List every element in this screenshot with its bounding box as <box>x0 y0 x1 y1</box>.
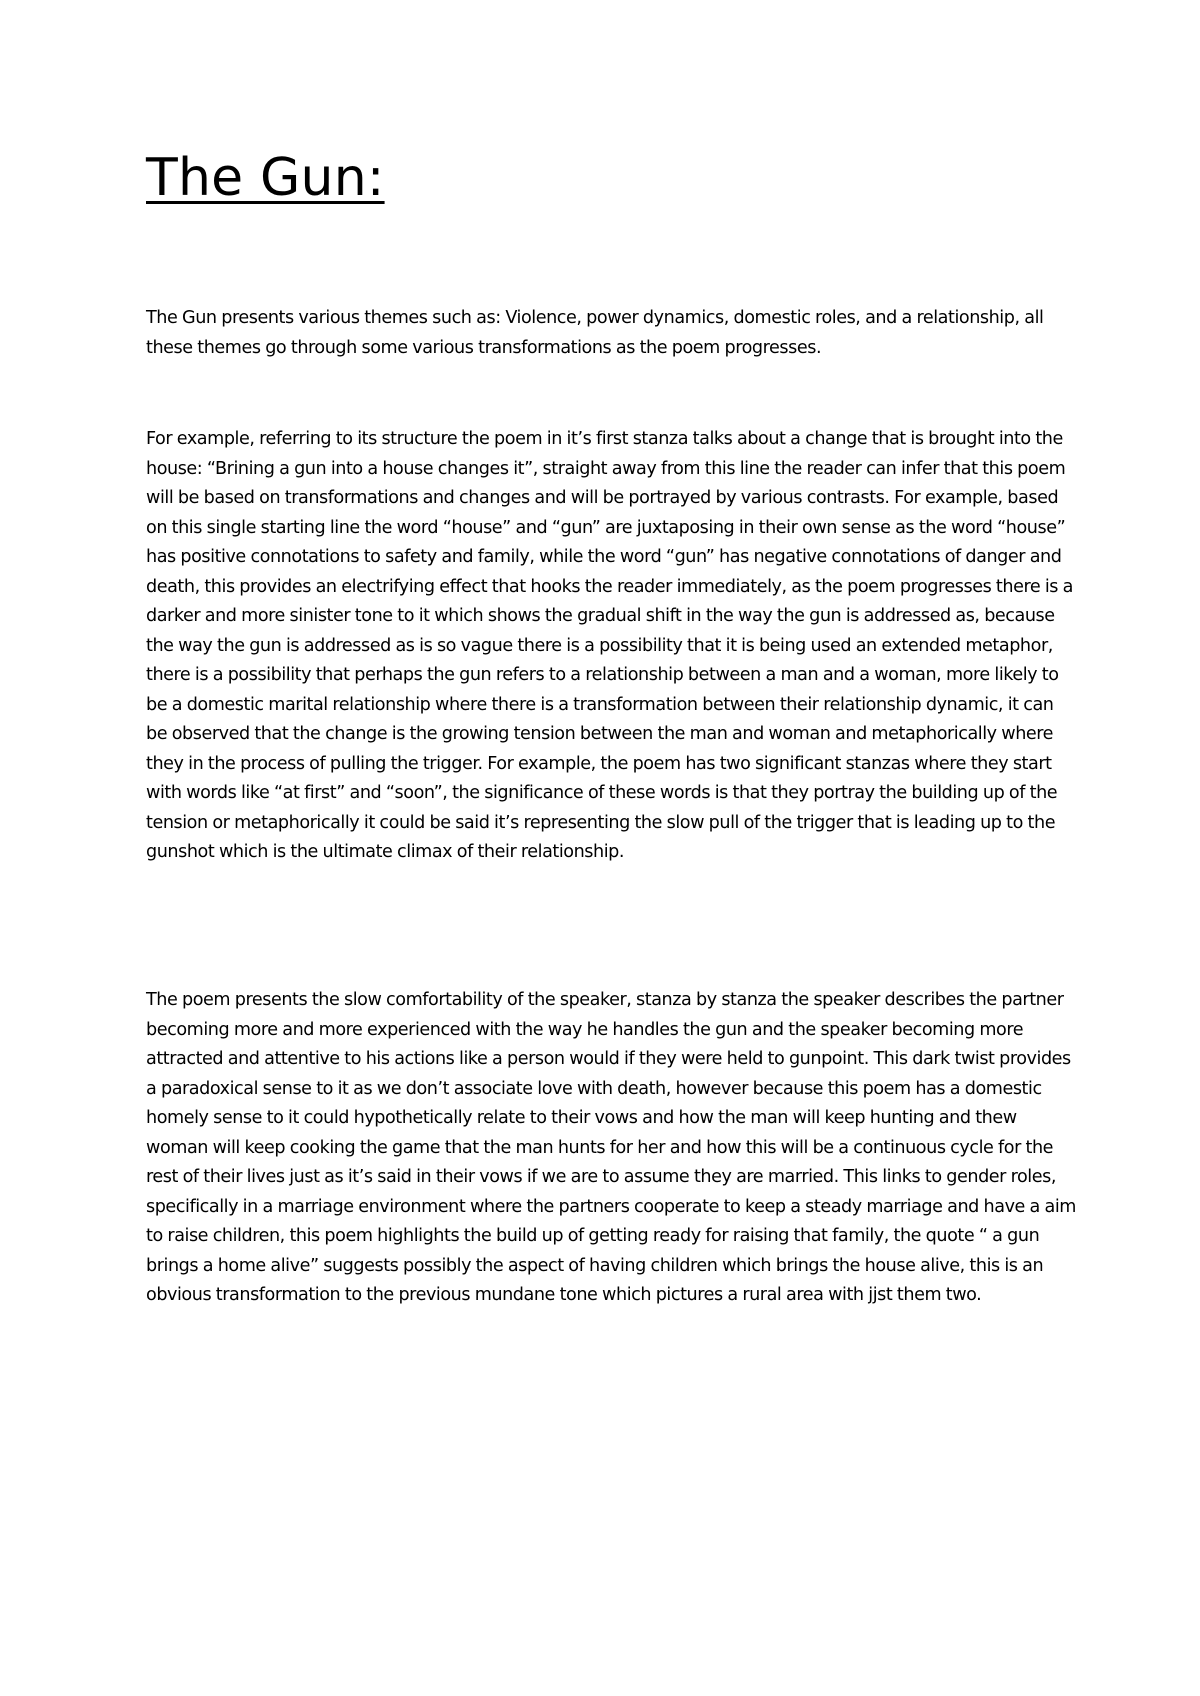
paragraph-speaker-analysis: The poem presents the slow comfortability of the speaker, stanza by stanza the speaker describes the partner becoming more and more experienced with the way he handles the gun and the speaker becoming more attracted and attentive to his actions like a person would if they were held to gunpoint. This dark twist provides a paradoxical sense to it as we don’t associate love with death, however because this poem has a domestic homely sense to it could hypothetically relate to their vows and how the man will keep hunting and thew woman will keep cooking the game that the man hunts for her and how this will be a continuous cycle for the rest of their lives just as it’s said in their vows if we are to assume they are married. This links to gender roles, specifically in a marriage environment where the partners cooperate to keep a steady marriage and have a aim to raise children, this poem highlights the build up of getting ready for raising that family, the quote “ a gun brings a home alive” suggests possibly the aspect of having children which brings the house alive, this is an obvious transformation to the previous mundane tone which pictures a rural area with jjst them two. <box>146 990 1076 1305</box>
paragraph-structure-analysis: For example, referring to its structure the poem in it’s first stanza talks about a change that is brought into the house: “Brining a gun into a house changes it”, straight away from this line the reader can infer that this poem will be based on transformations and changes and will be portrayed by various contrasts. For example, based on this single starting line the word “house” and “gun” are juxtaposing in their own sense as the word “house” has positive connotations to safety and family, while the word “gun” has negative connotations of danger and death, this provides an electrifying effect that hooks the reader immediately, as the poem progresses there is a darker and more sinister tone to it which shows the gradual shift in the way the gun is addressed as, because the way the gun is addressed as is so vague there is a possibility that it is being used an extended metaphor, there is a possibility that perhaps the gun refers to a relationship between a man and a woman, more likely to be a domestic marital relationship where there is a transformation between their relationship dynamic, it can be observed that the change is the growing tension between the man and woman and metaphorically where they in the process of pulling the trigger. For example, the poem has two significant stanzas where they start with words like “at first” and “soon”, the significance of these words is that they portray the building up of the tension or metaphorically it could be said it’s representing the slow pull of the trigger that is leading up to the gunshot which is the ultimate climax of their relationship. <box>146 429 1073 862</box>
paragraph-intro: The Gun presents various themes such as: Violence, power dynamics, domestic roles, and a relationship, all these themes go through some various transformations as the poem progresses. <box>146 308 1044 358</box>
document-title: The Gun: <box>146 148 385 208</box>
